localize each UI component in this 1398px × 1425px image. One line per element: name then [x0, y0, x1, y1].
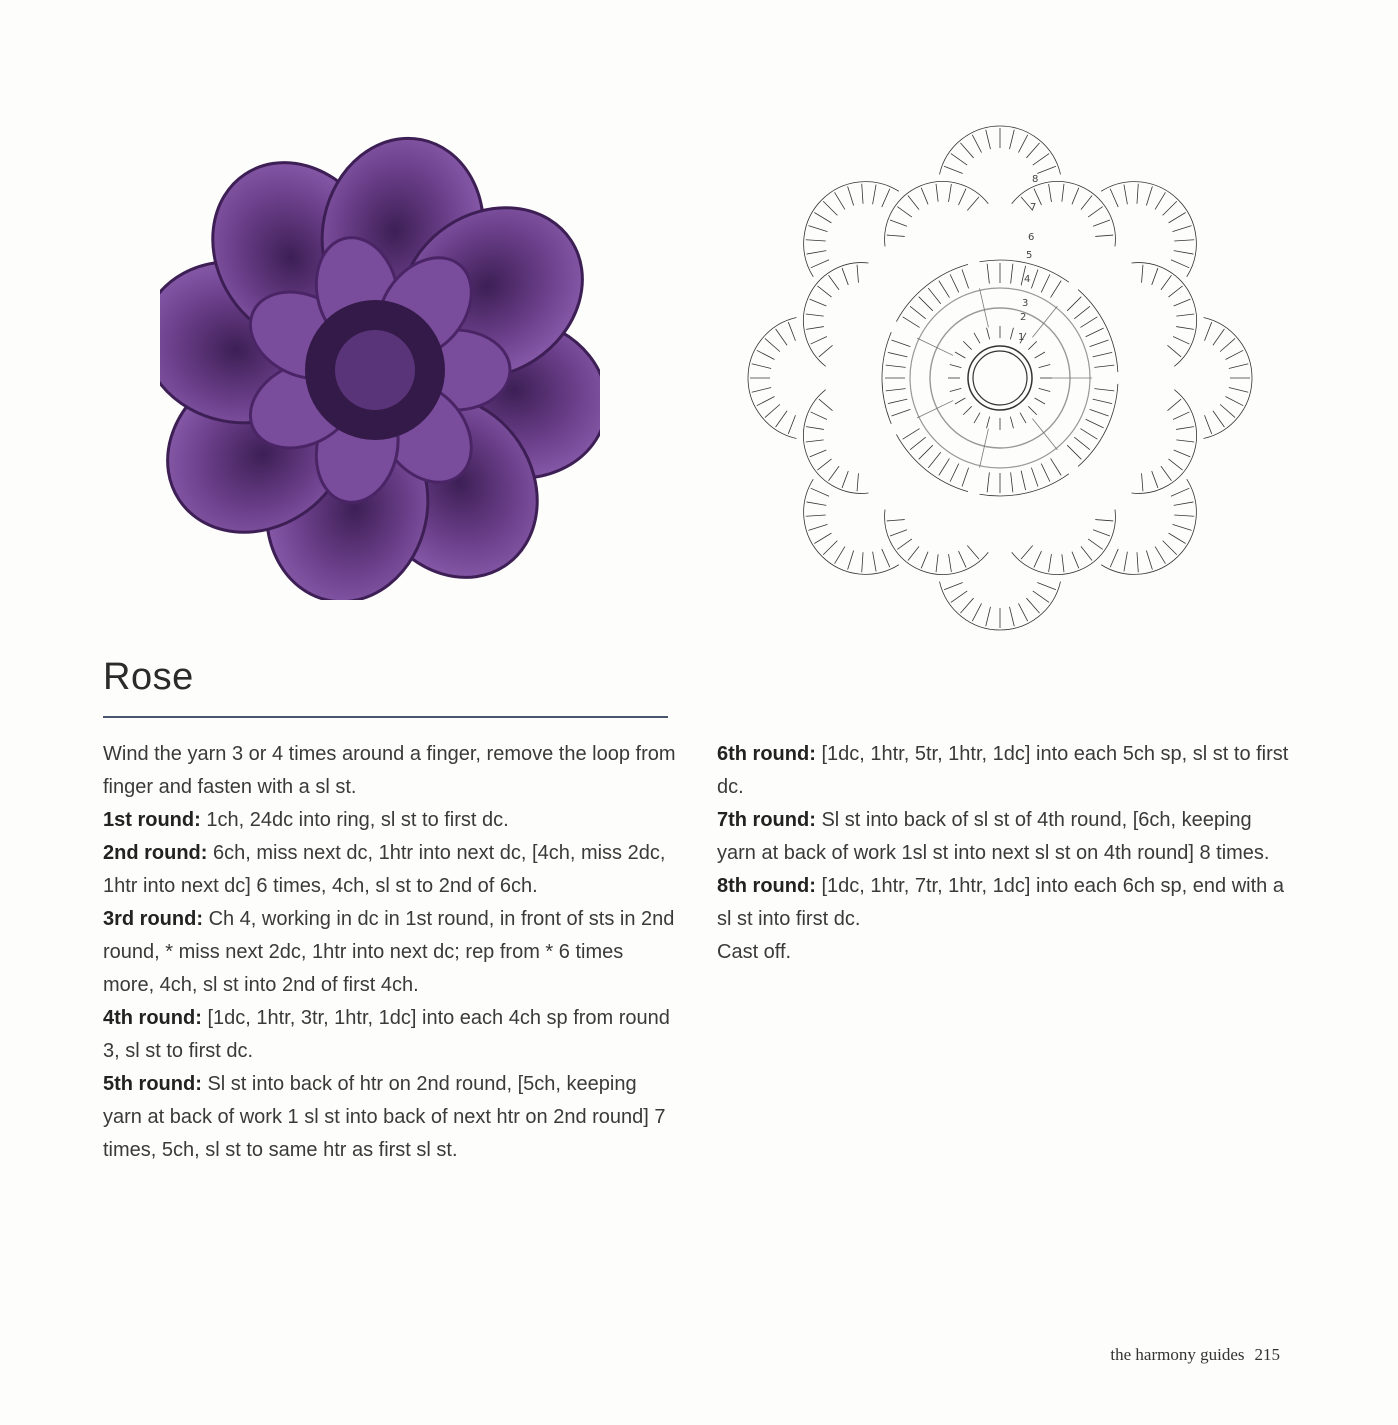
book-title: the harmony guides — [1110, 1345, 1245, 1364]
title-rule — [103, 716, 668, 718]
chart-round-label: 3 — [1022, 298, 1029, 309]
round-4: 4th round: [1dc, 1htr, 3tr, 1htr, 1dc] into each 4ch sp from round 3, sl st to first dc. — [103, 1007, 670, 1062]
chart-round-label: 4 — [1024, 274, 1031, 285]
instructions-right — [717, 738, 1292, 969]
round-7: 7th round: Sl st into back of sl st of 4th round, [6ch, keeping yarn at back of work 1sl st into next sl st on 4th round] 8 times. — [717, 809, 1270, 864]
page-footer — [1110, 1345, 1280, 1365]
chart-round-label: 8 — [1032, 174, 1039, 185]
round-6: 6th round: [1dc, 1htr, 5tr, 1htr, 1dc] into each 5ch sp, sl st to first dc. — [717, 743, 1289, 798]
crochet-chart — [740, 118, 1260, 638]
rose-photo — [160, 120, 600, 600]
round-8: 8th round: [1dc, 1htr, 7tr, 1htr, 1dc] into each 6ch sp, end with a sl st into first dc. — [717, 875, 1284, 930]
round-1: 1st round: 1ch, 24dc into ring, sl st to first dc. — [103, 809, 509, 831]
round-3: 3rd round: Ch 4, working in dc in 1st round, in front of sts in 2nd round, * miss next 2dc, 1htr into next dc; rep from * 6 times more, 4ch, sl st into 2nd of first 4ch. — [103, 908, 675, 996]
round-2: 2nd round: 6ch, miss next dc, 1htr into next dc, [4ch, miss 2dc, 1htr into next dc] 6 times, 4ch, sl st to 2nd of 6ch. — [103, 842, 666, 897]
chart-round-label: 7 — [1030, 202, 1037, 213]
chart-round-label: 2 — [1020, 312, 1027, 323]
page-number: 215 — [1254, 1345, 1280, 1364]
chart-round-label: 6 — [1028, 232, 1035, 243]
page-title: Rose — [103, 656, 194, 698]
closing-text: Cast off. — [717, 941, 792, 963]
intro-text: Wind the yarn 3 or 4 times around a finger, remove the loop from finger and fasten with a sl st. — [103, 743, 676, 798]
chart-round-label: 5 — [1026, 250, 1033, 261]
round-5: 5th round: Sl st into back of htr on 2nd round, [5ch, keeping yarn at back of work 1 sl st into back of next htr on 2nd round] 7 times, 5ch, sl st to same htr as first sl st. — [103, 1073, 666, 1161]
chart-round-label: 1 — [1018, 332, 1025, 343]
instructions-left — [103, 738, 678, 1167]
